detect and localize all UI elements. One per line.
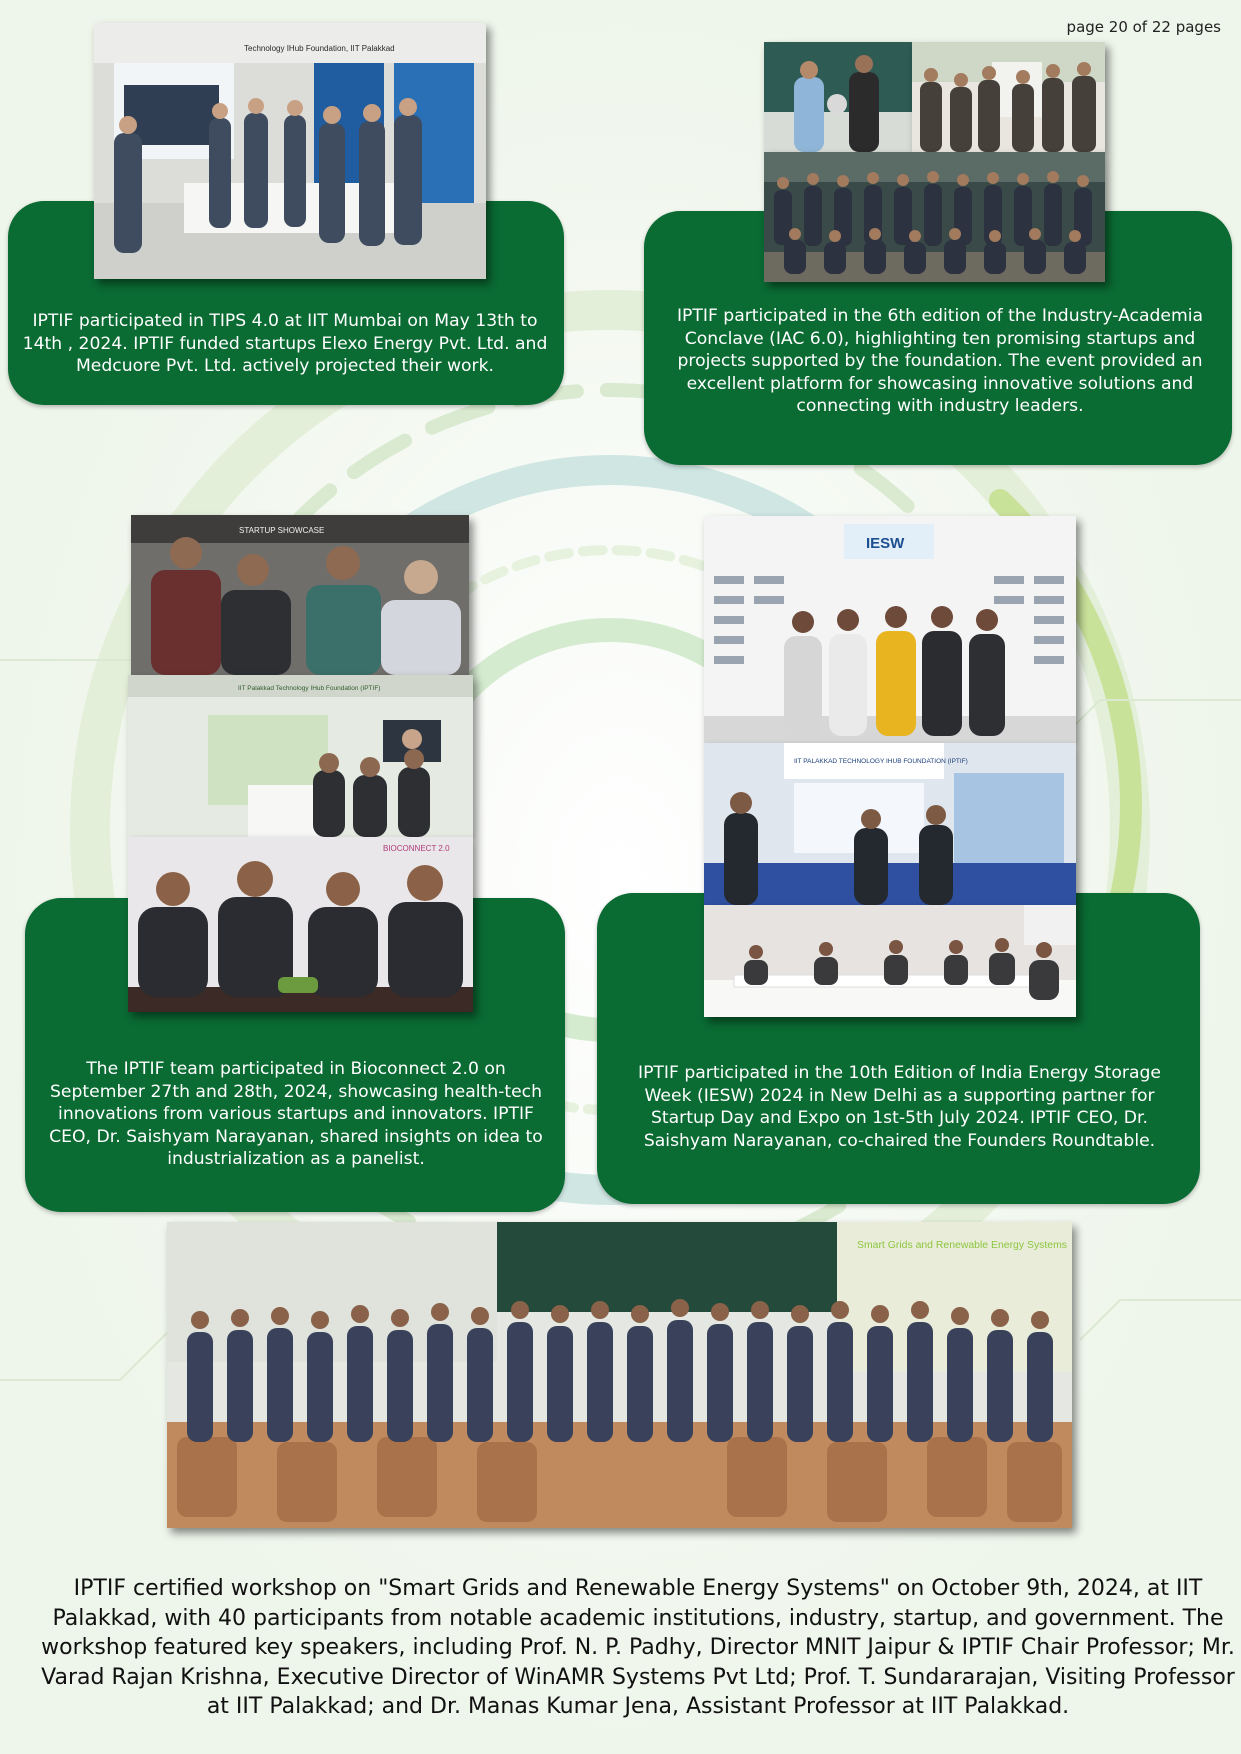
photo-bioconnect-booth	[128, 675, 473, 837]
photo-iac-group	[764, 152, 1105, 282]
workshop-banner-text: Smart Grids and Renewable Energy Systems	[857, 1240, 1067, 1251]
photo-iesw-roundtable	[704, 905, 1076, 1017]
workshop-caption: IPTIF certified workshop on "Smart Grids and Renewable Energy Systems" on October 9th, 2024, at IIT Palakkad, with 40 participants from notable academic institutions, industry, startup, and government. The workshop featured key speakers, including Prof. N. P. Padhy, Director MNIT Jaipur & IPTIF Chair Professor; Mr. Varad Rajan Krishna, Executive Director of WinAMR Systems Pvt Ltd; Prof. T. Sundararajan, Visiting Professor at IIT Palakkad; and Dr. Manas Kumar Jena, Assistant Professor at IIT Palakkad.	[41, 1576, 1235, 1719]
event-caption-bioconnect: The IPTIF team participated in Bioconnect 2.0 on September 27th and 28th, 2024, showcasing health-tech innovations from various startups and innovators. IPTIF CEO, Dr. Saishyam Narayanan, shared insights on idea to industrialization as a panelist.	[49, 1059, 543, 1169]
iesw-logo-text: IESW	[866, 535, 905, 552]
event-caption-iac: IPTIF participated in the 6th edition of the Industry-Academia Conclave (IAC 6.0), highlighting ten promising startups and projects supported by the foundation. The event provided an excellent platform for showcasing innovative solutions and connecting with industry leaders.	[676, 306, 1204, 416]
page-number: page 20 of 22 pages	[1066, 18, 1221, 36]
iesw-booth-banner-text: IIT PALAKKAD TECHNOLOGY IHUB FOUNDATION (IPTIF)	[794, 758, 968, 765]
photo-iesw-backdrop	[704, 516, 1076, 743]
photo-bioconnect-startup-showcase	[131, 515, 469, 675]
event-caption-iesw: IPTIF participated in the 10th Edition of India Energy Storage Week (IESW) 2024 in New Delhi as a supporting partner for Startup Day and Expo on 1st-5th July 2024. IPTIF CEO, Dr. Saishyam Narayanan, co-chaired the Founders Roundtable.	[638, 1063, 1161, 1151]
bioconnect-banner-text: STARTUP SHOWCASE	[239, 526, 325, 535]
bioconnect-booth-banner-text: IIT Palakkad Technology IHub Foundation (IPTIF)	[238, 685, 381, 692]
booth-banner-text: Technology IHub Foundation, IIT Palakkad	[244, 44, 395, 53]
photo-iac-group-top	[912, 42, 1105, 152]
bioconnect-panel-banner-text: BIOCONNECT 2.0	[383, 844, 450, 853]
photo-bioconnect-panel	[128, 837, 473, 1012]
photo-workshop-group	[167, 1222, 1072, 1528]
photo-iac-award	[764, 42, 912, 152]
event-caption-tips: IPTIF participated in TIPS 4.0 at IIT Mumbai on May 13th to 14th , 2024. IPTIF funded startups Elexo Energy Pvt. Ltd. and Medcuore Pvt. Ltd. actively projected their work.	[22, 311, 548, 376]
photo-iesw-expo-booth	[704, 743, 1076, 905]
photo-tips-booth	[94, 23, 486, 279]
